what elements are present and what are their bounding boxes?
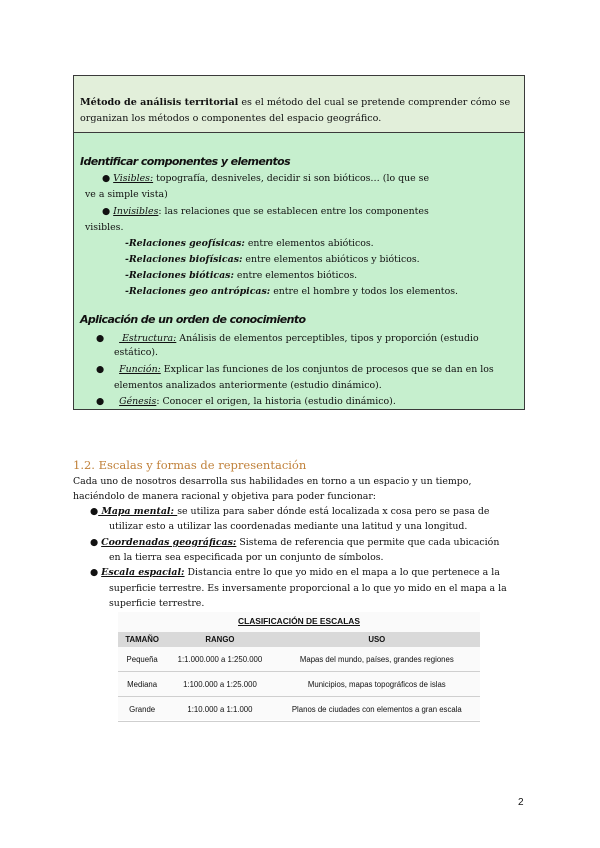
table-row — [118, 647, 480, 672]
estructura-label: Estructura: — [119, 333, 177, 344]
escala-item — [90, 567, 500, 578]
escala-text-3: superficie terrestre. — [109, 598, 205, 609]
estructura-text-1: Análisis de elementos perceptibles, tipos y proporción (estudio — [176, 333, 479, 344]
visibles-item — [102, 173, 429, 184]
escala-text-1: Distancia entre lo que yo mido en el mapa a lo que pertenece a la — [184, 567, 500, 578]
intro-term: Método de análisis territorial — [80, 97, 239, 108]
bullet-icon: ● — [90, 567, 102, 578]
section-intro-2: haciéndolo de manera racional y objetiva para poder funcionar: — [73, 491, 376, 502]
section2-heading: Aplicación de un orden de conocimiento — [80, 313, 306, 326]
table-cell: Pequeña — [118, 647, 166, 672]
visibles-text-2: ve a simple vista) — [85, 189, 168, 200]
info-box — [73, 75, 525, 410]
bullet-icon: ● — [96, 333, 120, 344]
page-number: 2 — [518, 797, 524, 808]
relation-item — [125, 270, 357, 281]
table-header-row — [118, 632, 480, 647]
bullet-icon: ● — [96, 396, 120, 407]
invisibles-text-1: : las relaciones que se establecen entre los componentes — [158, 206, 429, 217]
genesis-text: : Conocer el origen, la historia (estudio dinámico). — [156, 396, 396, 407]
col-header: USO — [274, 632, 480, 647]
mapa-label: Mapa mental: — [98, 506, 178, 517]
estructura-text-2: estático). — [114, 347, 159, 358]
visibles-text-1: topografía, desniveles, decidir si son bióticos… (lo que se — [153, 173, 429, 184]
intro-text-1: es el método del cual se pretende comprender cómo se — [238, 97, 511, 108]
invisibles-label: Invisibles — [113, 206, 159, 217]
funcion-item — [96, 364, 508, 375]
genesis-label: Génesis — [119, 396, 157, 407]
relation-text: entre elementos abióticos y bióticos. — [242, 254, 420, 265]
bullet-icon: ● — [96, 364, 120, 375]
section-intro-1: Cada uno de nosotros desarrolla sus habilidades en torno a un espacio y un tiempo, — [73, 476, 472, 487]
invisibles-text-2: visibles. — [85, 222, 124, 233]
table-cell: Mapas del mundo, países, grandes regiones — [274, 647, 480, 672]
relation-item — [125, 286, 458, 297]
section1-heading: Identificar componentes y elementos — [80, 155, 291, 168]
table-cell: Planos de ciudades con elementos a gran escala — [274, 697, 480, 722]
funcion-label: Función: — [119, 364, 161, 375]
box-intro — [74, 76, 524, 133]
table-cell: 1:10.000 a 1:1.000 — [166, 697, 273, 722]
relation-label: -Relaciones geofísicas: — [125, 238, 245, 249]
bullet-icon: ● — [102, 173, 114, 184]
invisibles-item — [102, 206, 429, 217]
mapa-text-2: utilizar esto a utilizar las coordenadas mediante una latitud y una longitud. — [109, 521, 468, 532]
table-cell: Grande — [118, 697, 166, 722]
section-title: 1.2. Escalas y formas de representación — [73, 458, 307, 472]
visibles-label: Visibles: — [113, 173, 154, 184]
table-cell: 1:1.000.000 a 1:250.000 — [166, 647, 273, 672]
relation-label: -Relaciones geo antrópicas: — [125, 286, 271, 297]
table-row — [118, 697, 480, 722]
box-content — [74, 133, 524, 409]
relation-text: entre el hombre y todos los elementos. — [270, 286, 459, 297]
mapa-item — [90, 506, 489, 517]
bullet-icon: ● — [90, 537, 102, 548]
scales-table — [118, 612, 480, 720]
funcion-text-1: Explicar las funciones de los conjuntos de procesos que se dan en los — [160, 364, 494, 375]
table-cell: Mediana — [118, 672, 166, 697]
escala-label: Escala espacial: — [101, 567, 185, 578]
bullet-icon: ● — [102, 206, 114, 217]
coord-text-2: en la tierra sea especificada por un conjunto de símbolos. — [109, 552, 384, 563]
table-row — [118, 672, 480, 697]
coord-item — [90, 537, 499, 548]
coord-text-1: Sistema de referencia que permite que cada ubicación — [236, 537, 500, 548]
relation-text: entre elementos abióticos. — [244, 238, 374, 249]
col-header: RANGO — [166, 632, 273, 647]
coord-label: Coordenadas geográficas: — [101, 537, 237, 548]
scales-table-grid — [118, 632, 480, 722]
relation-item — [125, 238, 374, 249]
funcion-text-2: elementos analizados anteriormente (estudio dinámico). — [114, 380, 382, 391]
relation-text: entre elementos bióticos. — [233, 270, 358, 281]
relation-item — [125, 254, 420, 265]
genesis-item — [96, 396, 396, 407]
bullet-icon: ● — [90, 506, 99, 517]
relation-label: -Relaciones biofísicas: — [125, 254, 243, 265]
col-header: TAMAÑO — [118, 632, 166, 647]
table-cell: Municipios, mapas topográficos de islas — [274, 672, 480, 697]
relation-label: -Relaciones bióticas: — [125, 270, 234, 281]
table-title: CLASIFICACIÓN DE ESCALAS — [238, 616, 360, 626]
mapa-text-1: se utiliza para saber dónde está localizada x cosa pero se pasa de — [177, 506, 490, 517]
intro-text-2: organizan los métodos o componentes del espacio geográfico. — [80, 113, 382, 124]
estructura-item — [96, 331, 508, 347]
table-cell: 1:100.000 a 1:25.000 — [166, 672, 273, 697]
escala-text-2: superficie terrestre. Es inversamente proporcional a lo que yo mido en el mapa a la — [109, 583, 507, 594]
